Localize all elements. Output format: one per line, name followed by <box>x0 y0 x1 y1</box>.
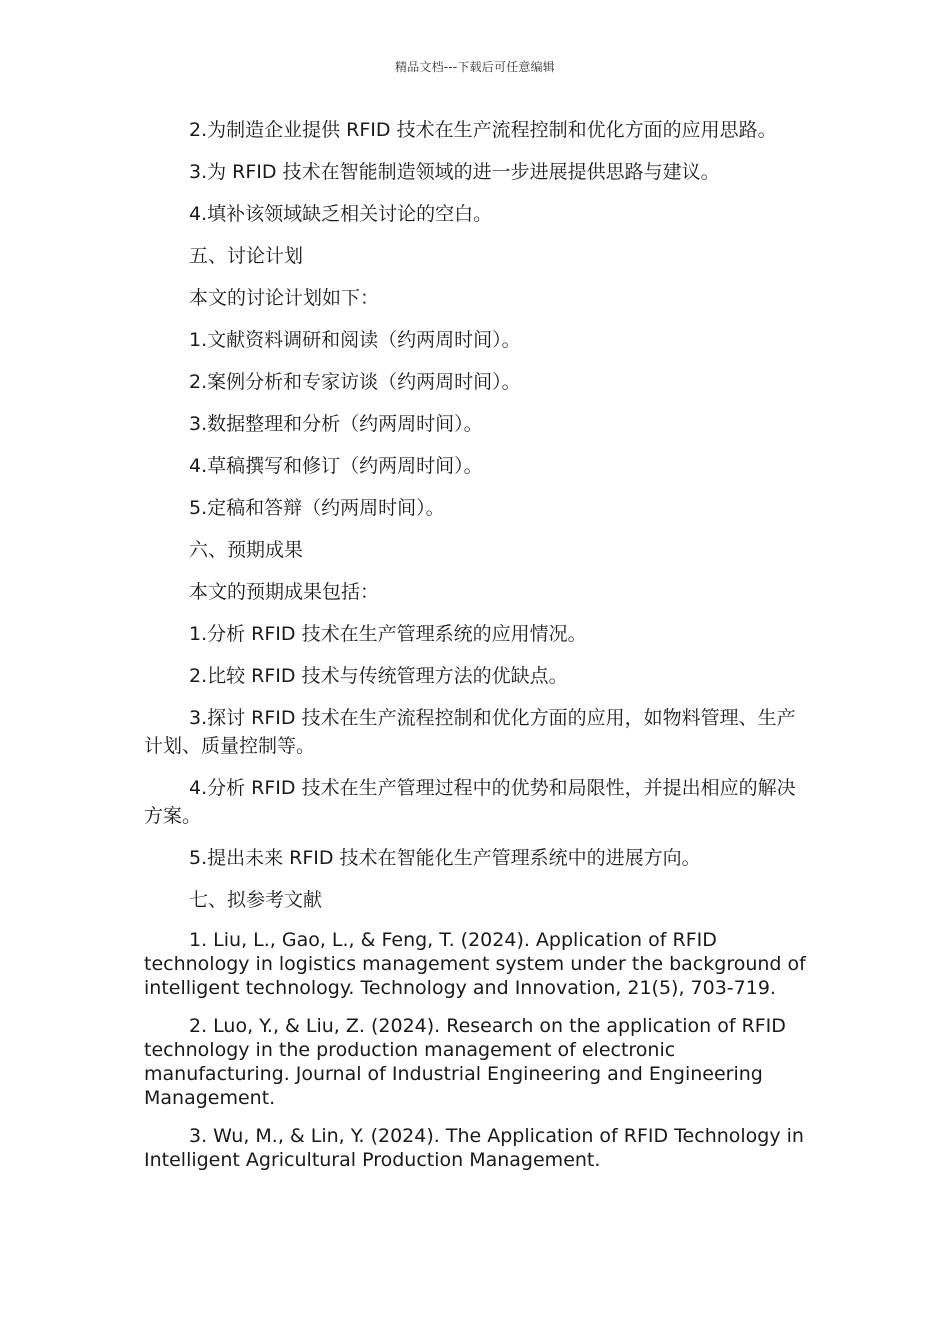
paragraph: 2.为制造企业提供 RFID 技术在生产流程控制和优化方面的应用思路。 <box>189 119 777 141</box>
section-heading-expected-results: 六、预期成果 <box>189 539 304 561</box>
document-body <box>144 116 810 1186</box>
list-item: 1.文献资料调研和阅读（约两周时间）。 <box>189 329 521 351</box>
list-item: 3.数据整理和分析（约两周时间）。 <box>189 413 483 435</box>
list-item: 3.探讨 RFID 技术在生产流程控制和优化方面的应用，如物料管理、生产计划、质量控制等。 <box>144 707 796 757</box>
paragraph: 本文的讨论计划如下： <box>189 287 380 309</box>
list-item: 5.定稿和答辩（约两周时间）。 <box>189 497 445 519</box>
list-item: 4.分析 RFID 技术在生产管理过程中的优势和局限性，并提出相应的解决方案。 <box>144 777 796 827</box>
paragraph: 3.为 RFID 技术在智能制造领域的进一步进展提供思路与建议。 <box>189 161 720 183</box>
list-item: 4.草稿撰写和修订（约两周时间）。 <box>189 455 483 477</box>
page-header: 精品文档---下载后可任意编辑 <box>395 60 555 74</box>
reference-item: 2. Luo, Y., & Liu, Z. (2024). Research on the application of RFID technology in the production management of electronic manufacturing. Journal of Industrial Engineering and Engineering Management. <box>144 1015 786 1109</box>
section-heading-discussion-plan: 五、讨论计划 <box>189 245 304 267</box>
paragraph: 本文的预期成果包括： <box>189 581 380 603</box>
list-item: 5.提出未来 RFID 技术在智能化生产管理系统中的进展方向。 <box>189 847 701 869</box>
paragraph: 4.填补该领域缺乏相关讨论的空白。 <box>189 203 493 225</box>
reference-list <box>144 928 810 1172</box>
section-heading-references: 七、拟参考文献 <box>189 889 323 911</box>
reference-item: 3. Wu, M., & Lin, Y. (2024). The Application of RFID Technology in Intelligent Agricultural Production Management. <box>144 1125 804 1171</box>
reference-item: 1. Liu, L., Gao, L., & Feng, T. (2024). Application of RFID technology in logistics management system under the background of intelligent technology. Technology and Innovation, 21(5), 703-719. <box>144 929 806 999</box>
list-item: 2.比较 RFID 技术与传统管理方法的优缺点。 <box>189 665 568 687</box>
list-item: 2.案例分析和专家访谈（约两周时间）。 <box>189 371 521 393</box>
list-item: 1.分析 RFID 技术在生产管理系统的应用情况。 <box>189 623 587 645</box>
